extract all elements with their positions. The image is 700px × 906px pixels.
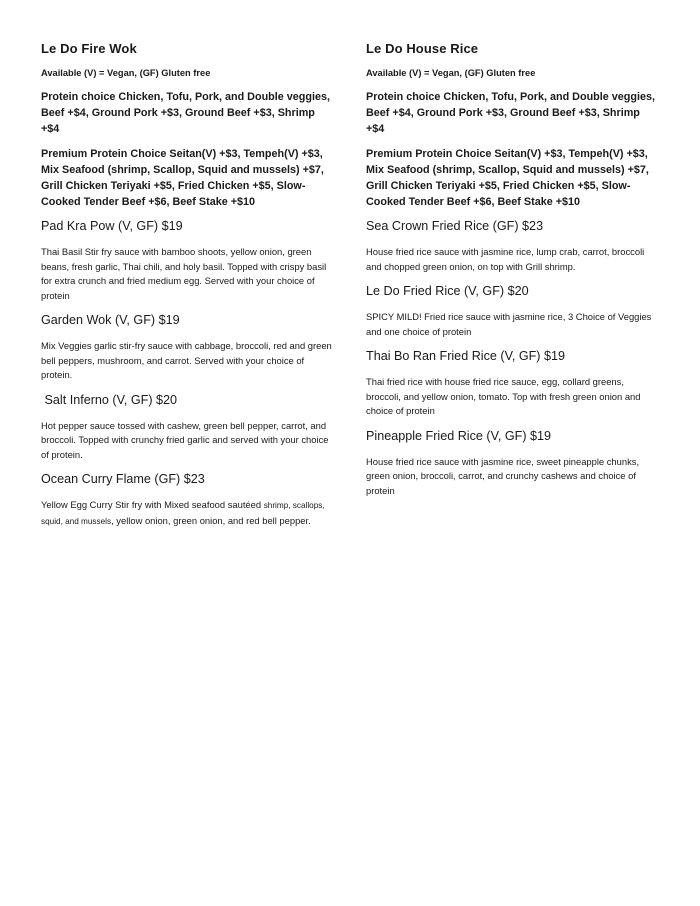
menu-item xyxy=(41,393,336,463)
menu-item-description xyxy=(41,498,336,529)
menu-item-name: Ocean Curry Flame (GF) $23 xyxy=(41,472,205,486)
menu-item-name: Pineapple Fried Rice (V, GF) $19 xyxy=(366,428,552,443)
availability-note: Available (V) = Vegan, (GF) Gluten free xyxy=(366,68,536,78)
section-title: Le Do Fire Wok xyxy=(41,41,137,56)
menu-item xyxy=(41,313,336,383)
menu-item-description: Thai Basil Stir fry sauce with bamboo shoots, yellow onion, green beans, fresh garlic, Thai chili, and holy basil. Topped with crispy basil for extra crunch and fried medium egg. Served with your choice of protein xyxy=(41,246,327,301)
description-small-text: shrimp, scallops, squid, and mussels xyxy=(41,501,325,526)
menu-item-description: SPICY MILD! Fried rice sauce with jasmine rice, 3 Choice of Veggies and one choice of protein xyxy=(366,311,652,337)
menu-item xyxy=(366,219,661,274)
menu-item-description: Thai fried rice with house fried rice sauce, egg, collard greens, broccoli, and yellow onion, tomato. Top with fresh green onion and choice of protein xyxy=(366,376,641,416)
premium-protein-choice: Premium Protein Choice Seitan(V) +$3, Tempeh(V) +$3, Mix Seafood (shrimp, Scallop, Squid and mussels) +$7, Grill Chicken Teriyaki +$5, Fried Chicken +$5, Slow-Cooked Tender Beef +$6, Beef Stake +$10 xyxy=(366,148,649,208)
menu-item xyxy=(41,472,336,529)
section-title: Le Do House Rice xyxy=(366,41,479,56)
menu-item-description: House fried rice sauce with jasmine rice, lump crab, carrot, broccoli and chopped green onion, on top with Grill shrimp. xyxy=(366,246,645,272)
menu-page xyxy=(41,41,661,539)
description-text: Yellow Egg Curry Stir fry with Mixed seafood sautéed xyxy=(41,499,264,510)
protein-choice: Protein choice Chicken, Tofu, Pork, and Double veggies, Beef +$4, Ground Pork +$3, Ground Beef +$3, Shrimp +$4 xyxy=(366,91,655,135)
house-rice-column xyxy=(366,41,661,539)
premium-protein-choice: Premium Protein Choice Seitan(V) +$3, Tempeh(V) +$3, Mix Seafood (shrimp, Scallop, Squid and mussels) +$7, Grill Chicken Teriyaki +$5, Fried Chicken +$5, Slow-Cooked Tender Beef +$6, Beef Stake +$10 xyxy=(41,148,324,208)
menu-item-name: Pad Kra Pow (V, GF) $19 xyxy=(41,219,183,233)
description-text: , yellow onion, green onion, and red bell pepper. xyxy=(111,514,311,526)
menu-item xyxy=(366,349,661,419)
menu-item xyxy=(366,429,661,499)
protein-choice: Protein choice Chicken, Tofu, Pork, and Double veggies, Beef +$4, Ground Pork +$3, Ground Beef +$3, Shrimp +$4 xyxy=(41,91,330,135)
menu-item-name: Thai Bo Ran Fried Rice (V, GF) $19 xyxy=(366,349,566,363)
menu-item-description: House fried rice sauce with jasmine rice, sweet pineapple chunks, green onion, broccoli, carrot, and crunchy cashews and choice of protein xyxy=(366,455,640,496)
menu-item-name: Salt Inferno (V, GF) $20 xyxy=(41,392,178,407)
menu-item xyxy=(41,219,336,303)
menu-item-description: Hot pepper sauce tossed with cashew, green bell pepper, carrot, and broccoli. Topped with crunchy fried garlic and served with your choice of protein. xyxy=(41,419,329,460)
fire-wok-column xyxy=(41,41,336,539)
availability-note: Available (V) = Vegan, (GF) Gluten free xyxy=(41,68,211,78)
menu-item-name: Le Do Fried Rice (V, GF) $20 xyxy=(366,284,529,298)
menu-item-description: Mix Veggies garlic stir-fry sauce with cabbage, broccoli, red and green bell peppers, mushroom, and carrot. Served with your choice of protein. xyxy=(41,340,332,380)
menu-item-name: Sea Crown Fried Rice (GF) $23 xyxy=(366,219,544,233)
menu-item xyxy=(366,284,661,339)
menu-item-name: Garden Wok (V, GF) $19 xyxy=(41,313,180,327)
